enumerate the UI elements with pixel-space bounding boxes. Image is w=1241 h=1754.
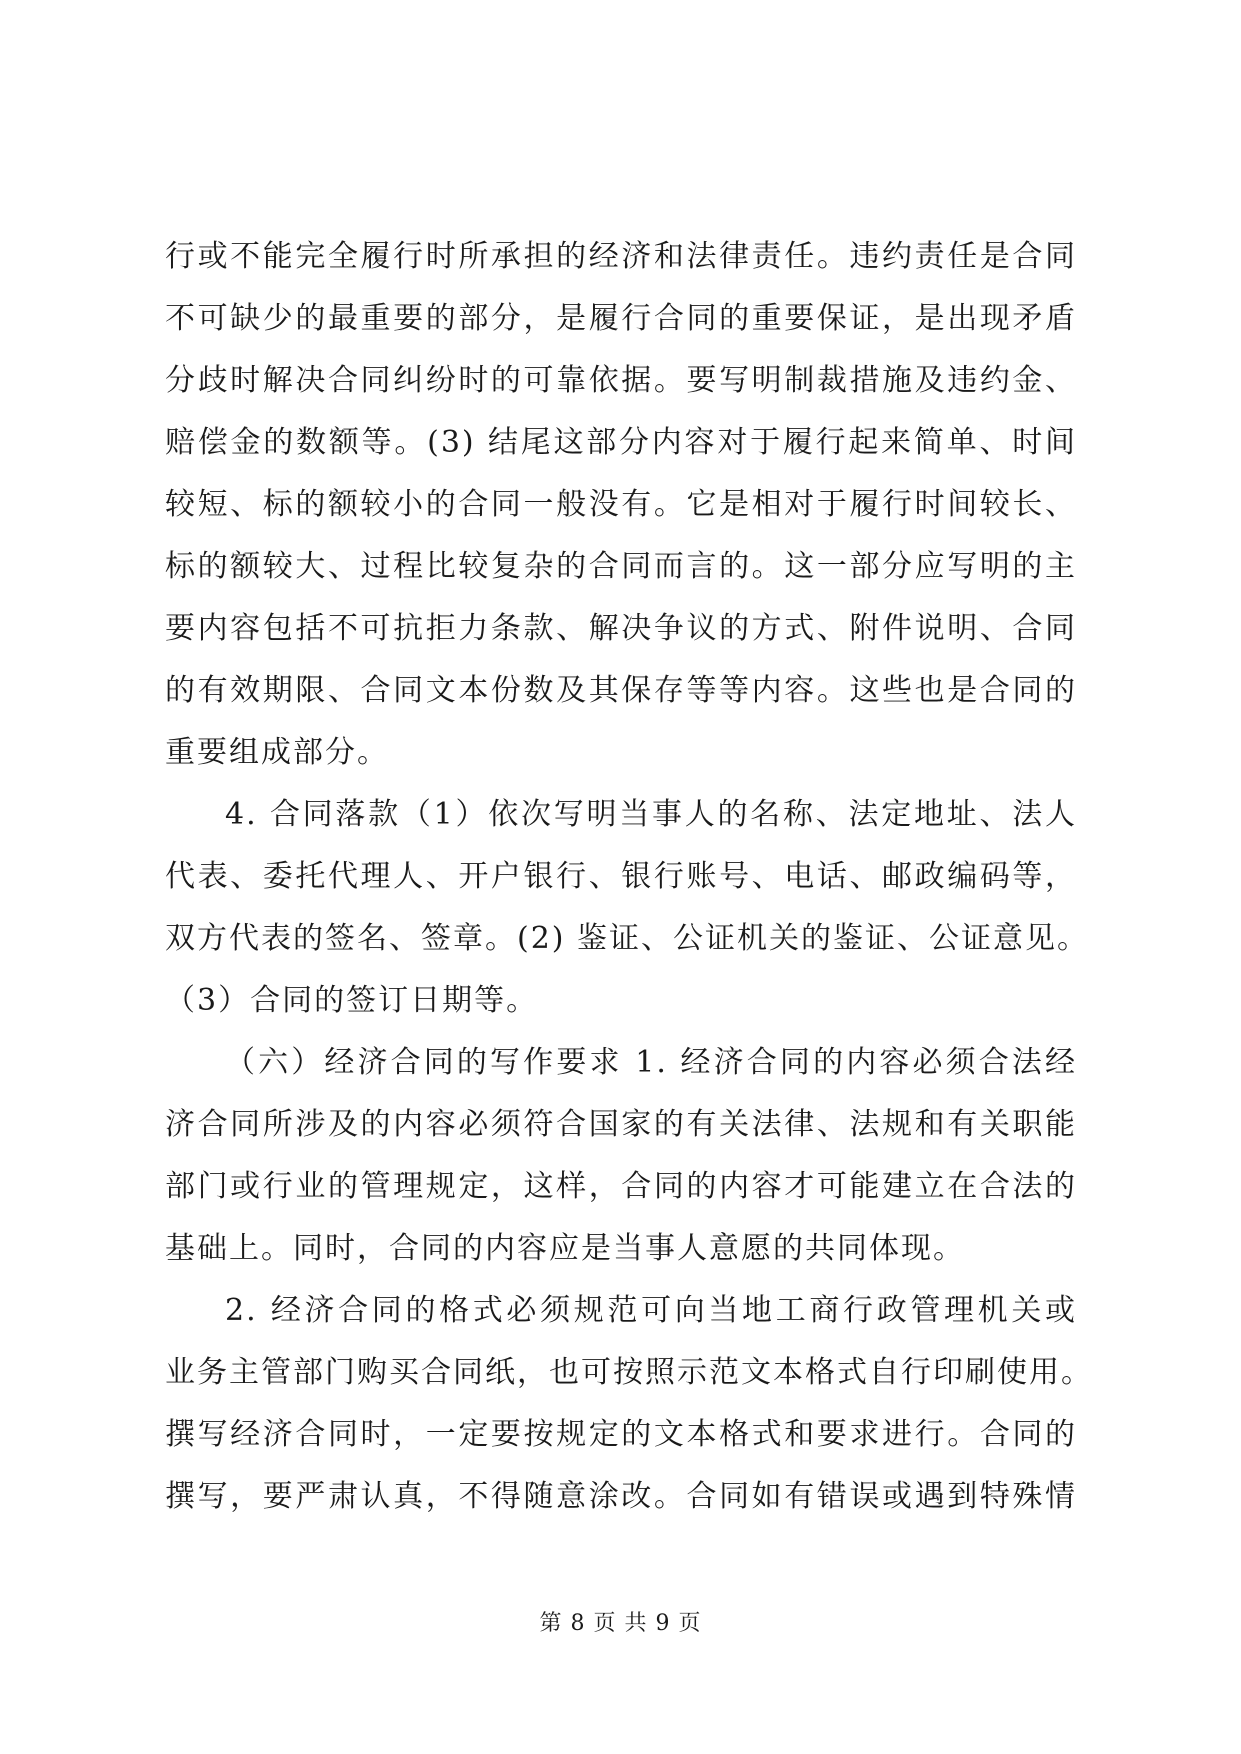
text-line: 撰写经济合同时，一定要按规定的文本格式和要求进行。合同的 [165,1417,1077,1452]
text-line: 赔偿金的数额等。(3) 结尾这部分内容对于履行起来简单、时间 [165,425,1077,460]
text-line: 撰写，要严肃认真，不得随意涂改。合同如有错误或遇到特殊情 [165,1479,1077,1514]
text-line: 业务主管部门购买合同纸，也可按照示范文本格式自行印刷使用。 [165,1355,1093,1390]
text-line: 双方代表的签名、签章。(2) 鉴证、公证机关的鉴证、公证意见。 [165,921,1090,956]
text-line: 2. 经济合同的格式必须规范可向当地工商行政管理机关或 [225,1293,1077,1328]
text-line: 分歧时解决合同纠纷时的可靠依据。要写明制裁措施及违约金、 [165,363,1077,398]
text-line: 要内容包括不可抗拒力条款、解决争议的方式、附件说明、合同 [165,611,1077,646]
text-line: 的有效期限、合同文本份数及其保存等等内容。这些也是合同的 [165,673,1077,708]
text-line: （3）合同的签订日期等。 [165,983,539,1018]
text-line: 4. 合同落款（1）依次写明当事人的名称、法定地址、法人 [225,797,1077,832]
text-line: 标的额较大、过程比较复杂的合同而言的。这一部分应写明的主 [165,549,1077,584]
text-line: 部门或行业的管理规定，这样，合同的内容才可能建立在合法的 [165,1169,1077,1204]
text-line: 不可缺少的最重要的部分，是履行合同的重要保证，是出现矛盾 [165,301,1077,336]
text-line: 行或不能完全履行时所承担的经济和法律责任。违约责任是合同 [165,239,1077,274]
document-body [165,226,1093,1528]
text-line: （六）经济合同的写作要求 1. 经济合同的内容必须合法经 [225,1045,1077,1080]
text-line: 代表、委托代理人、开户银行、银行账号、电话、邮政编码等， [165,859,1077,894]
page-number-footer: 第 8 页 共 9 页 [539,1611,702,1636]
text-line: 重要组成部分。 [165,735,389,770]
text-line: 基础上。同时，合同的内容应是当事人意愿的共同体现。 [165,1231,965,1266]
text-line: 济合同所涉及的内容必须符合国家的有关法律、法规和有关职能 [165,1107,1077,1142]
text-line: 较短、标的额较小的合同一般没有。它是相对于履行时间较长、 [165,487,1077,522]
